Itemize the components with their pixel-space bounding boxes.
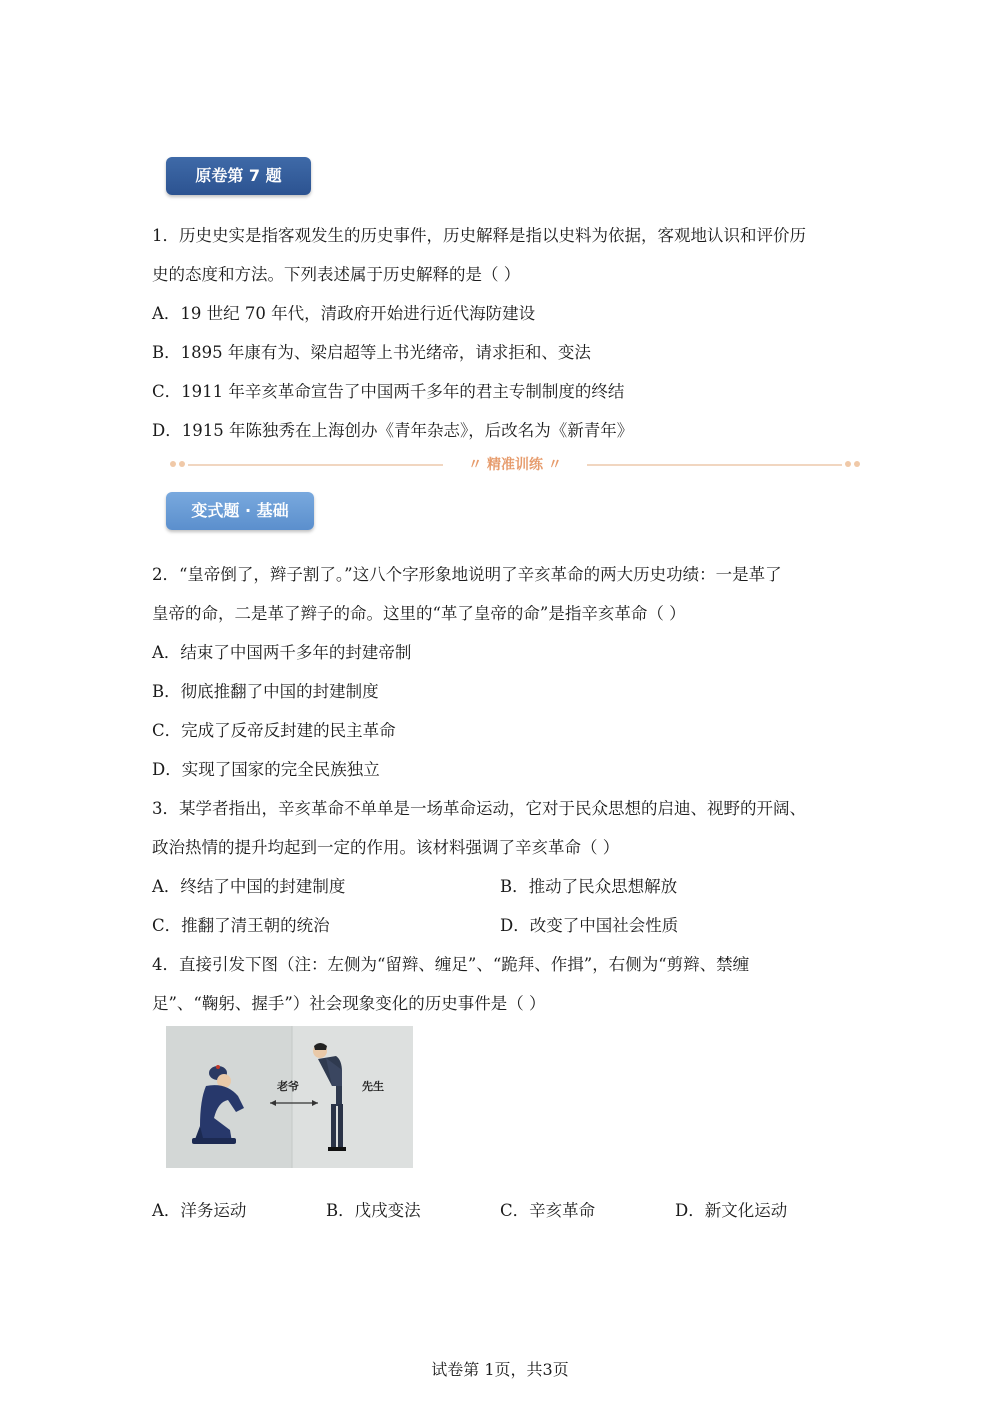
- q4-option-a: A．洋务运动: [152, 1201, 247, 1220]
- q4-stem-line2: 足”、“鞠躬、握手”）社会现象变化的历史事件是（ ）: [152, 994, 546, 1013]
- bow-vs-kneel-illustration: [166, 1026, 413, 1168]
- q1-stem-line2: 史的态度和方法。下列表述属于历史解释的是（ ）: [152, 265, 521, 284]
- q3-option-c: C．推翻了清王朝的统治: [152, 916, 330, 935]
- q1-option-a: A．19 世纪 70 年代，清政府开始进行近代海防建设: [152, 304, 536, 323]
- q3-option-a: A．终结了中国的封建制度: [152, 877, 346, 896]
- q2-option-a: A．结束了中国两千多年的封建帝制: [152, 643, 412, 662]
- original-question-badge: 原卷第 7 题: [166, 157, 311, 195]
- illustration-graphic: [166, 1026, 413, 1168]
- section-divider: [170, 455, 860, 475]
- variant-basic-badge: 变式题 · 基础: [166, 492, 314, 530]
- q1-option-b: B．1895 年康有为、梁启超等上书光绪帝，请求拒和、变法: [152, 343, 591, 362]
- q1-stem-line1: 1．历史史实是指客观发生的历史事件，历史解释是指以史料为依据，客观地认识和评价历: [152, 226, 806, 245]
- divider-label: 〃 精准训练 〃: [468, 457, 562, 473]
- q4-stem-line1: 4．直接引发下图（注：左侧为“留辫、缠足”、“跪拜、作揖”，右侧为“剪辫、禁缠: [152, 955, 750, 974]
- q3-stem-line2: 政治热情的提升均起到一定的作用。该材料强调了辛亥革命（ ）: [152, 838, 620, 857]
- q4-option-c: C．辛亥革命: [500, 1201, 596, 1220]
- q2-option-b: B．彻底推翻了中国的封建制度: [152, 682, 379, 701]
- q1-option-d: D．1915 年陈独秀在上海创办《青年杂志》，后改名为《新青年》: [152, 421, 634, 440]
- left-figure-label: 老爷: [277, 1080, 299, 1093]
- q4-option-b: B．戊戌变法: [326, 1201, 421, 1220]
- q1-option-c: C．1911 年辛亥革命宣告了中国两千多年的君主专制制度的终结: [152, 382, 625, 401]
- q2-option-d: D．实现了国家的完全民族独立: [152, 760, 380, 779]
- page-footer: 试卷第 1页，共3页: [431, 1360, 569, 1379]
- q3-option-d: D．改变了中国社会性质: [500, 916, 679, 935]
- q2-stem-line1: 2．“皇帝倒了，辫子割了。”这八个字形象地说明了辛亥革命的两大历史功绩：一是革了: [152, 565, 782, 584]
- right-figure-label: 先生: [362, 1080, 384, 1093]
- q3-option-b: B．推动了民众思想解放: [500, 877, 678, 896]
- q2-stem-line2: 皇帝的命，二是革了辫子的命。这里的“革了皇帝的命”是指辛亥革命（ ）: [152, 604, 686, 623]
- q4-option-d: D．新文化运动: [675, 1201, 788, 1220]
- q3-stem-line1: 3．某学者指出，辛亥革命不单单是一场革命运动，它对于民众思想的启迪、视野的开阔、: [152, 799, 806, 818]
- q2-option-c: C．完成了反帝反封建的民主革命: [152, 721, 396, 740]
